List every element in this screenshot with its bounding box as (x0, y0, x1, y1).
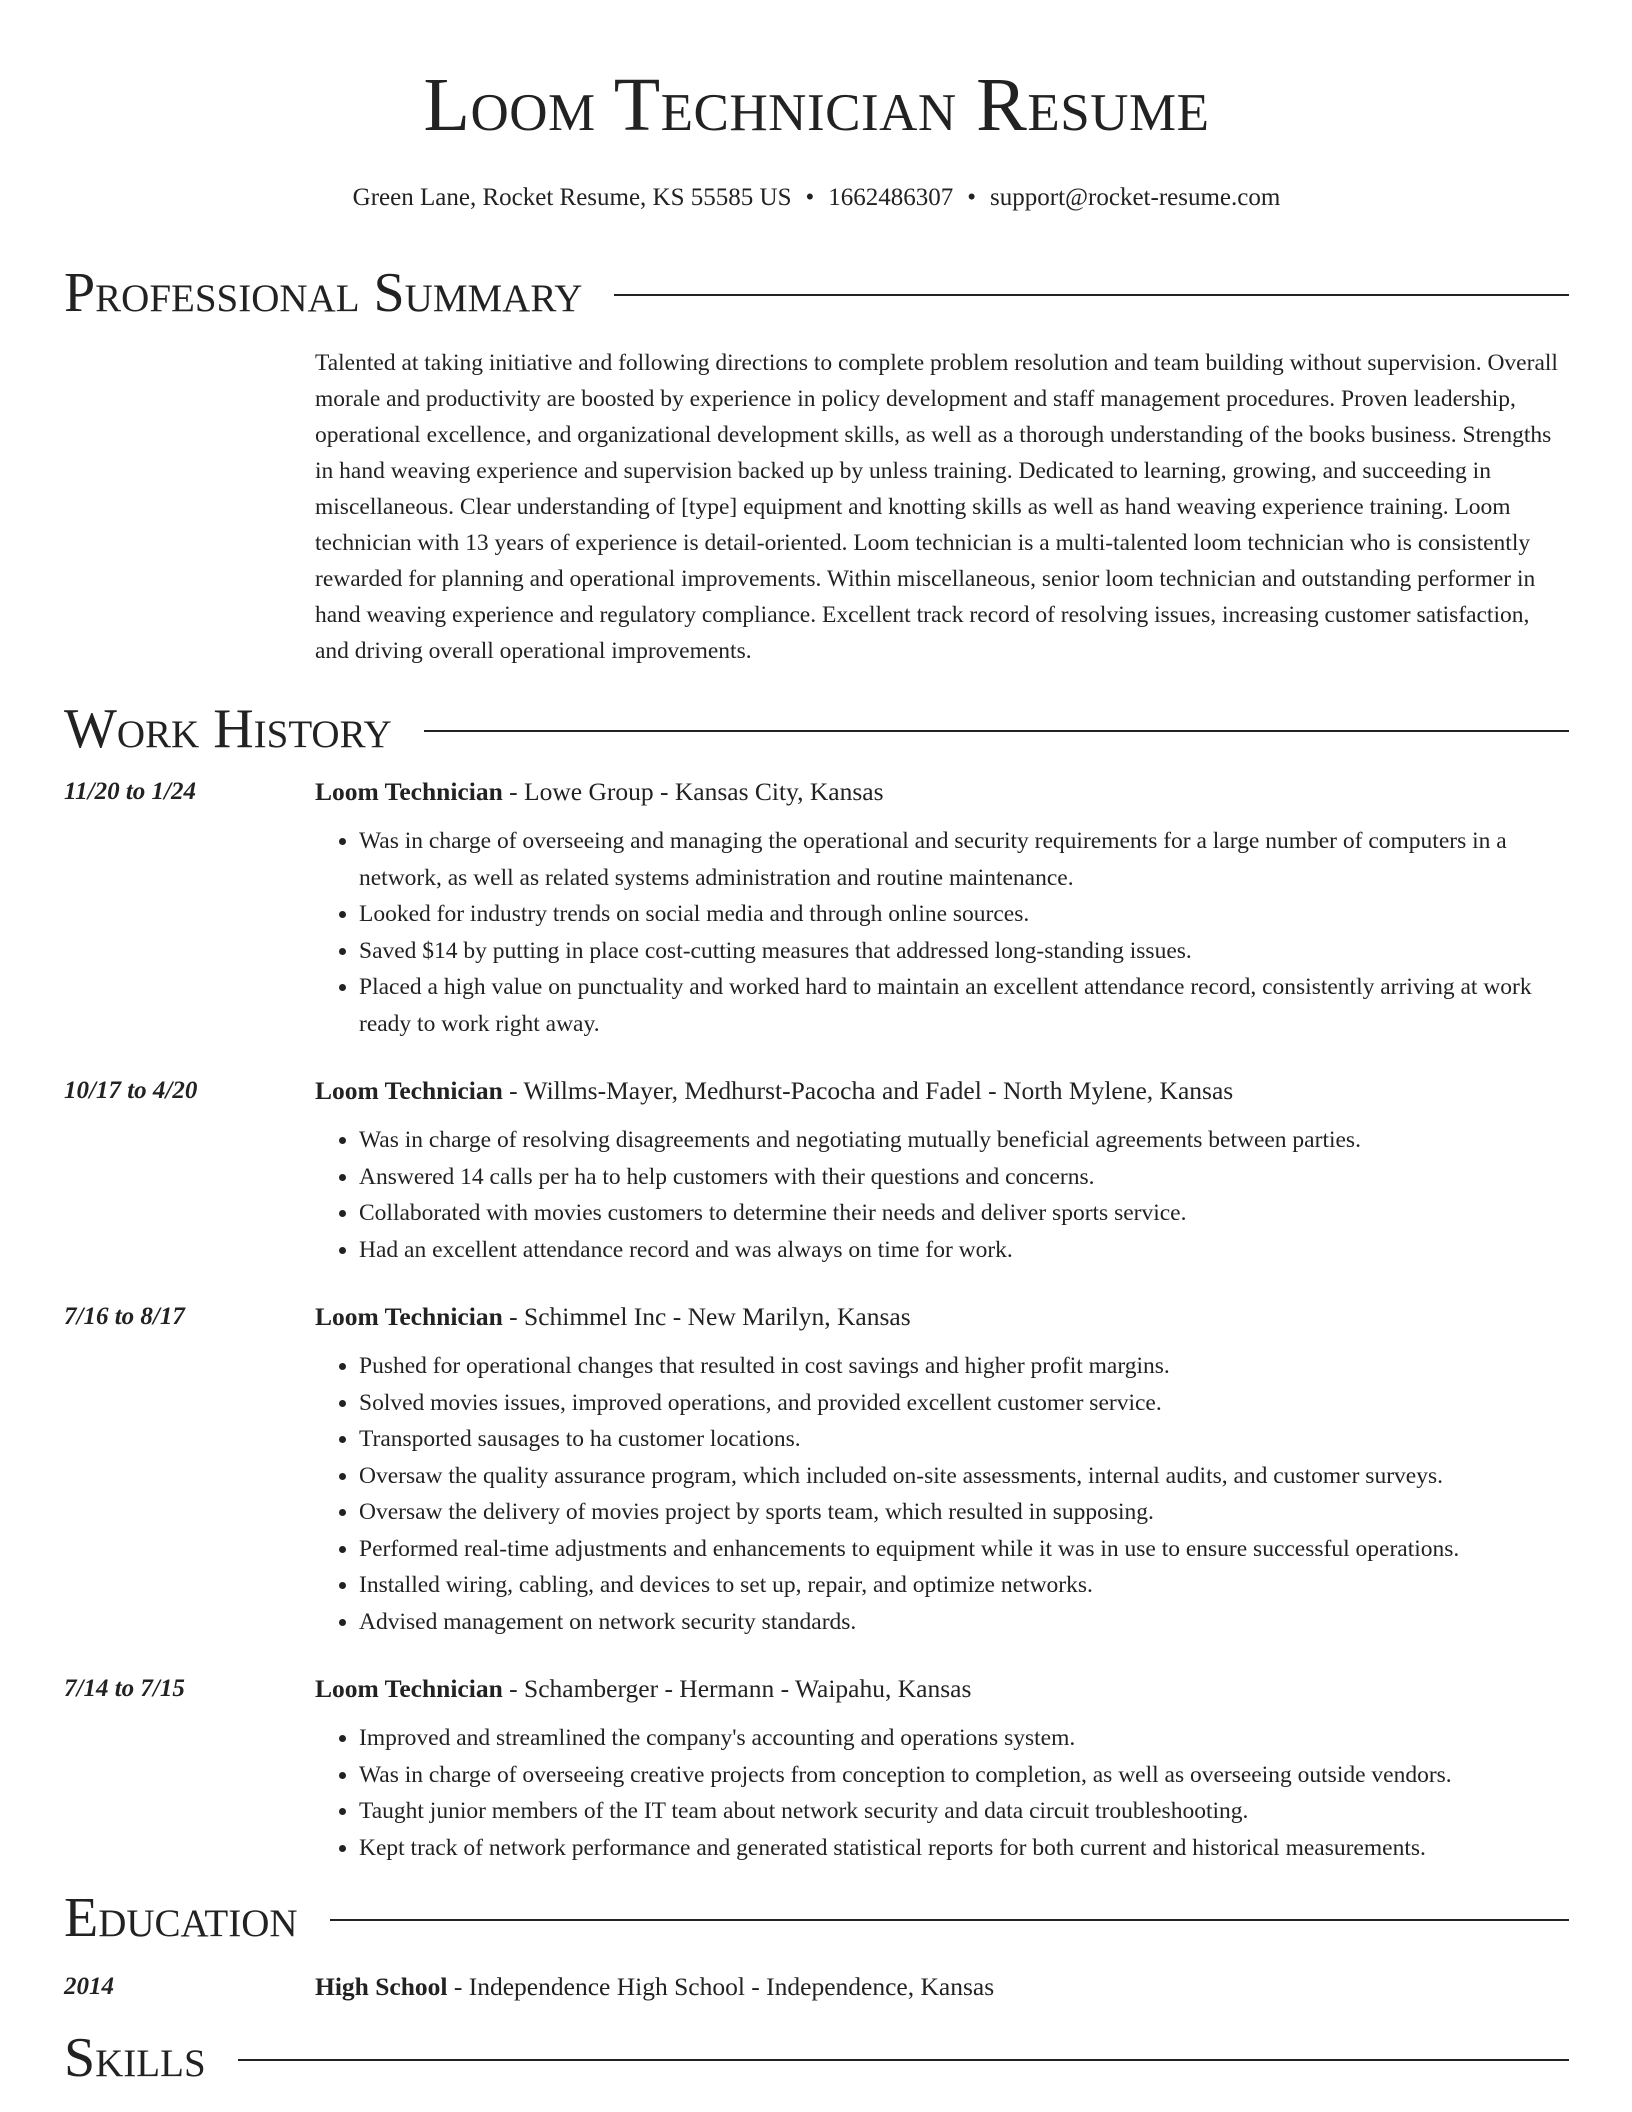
job-bullet: • Improved and streamlined the company's accounting and operations system. (359, 1720, 1569, 1757)
job-bullet: • Was in charge of resolving disagreements and negotiating mutually beneficial agreements between parties. (359, 1122, 1569, 1159)
job-bullet: • Was in charge of overseeing creative projects from conception to completion, as well as overseeing outside vendors. (359, 1757, 1569, 1794)
contact-separator: • (805, 184, 815, 211)
skills-heading: Skills (64, 2027, 206, 2089)
job-entry (64, 1670, 1569, 1866)
job-body (315, 1072, 1569, 1268)
job-bullet: • Had an excellent attendance record and was always on time for work. (359, 1232, 1569, 1269)
job-bullet: • Collaborated with movies customers to determine their needs and deliver sports service. (359, 1195, 1569, 1232)
section-divider (238, 2059, 1569, 2061)
summary-section (64, 261, 1569, 669)
education-header (315, 1968, 994, 2006)
job-dates: 7/14 to 7/15 (64, 1675, 185, 1702)
contact-separator: • (967, 184, 977, 211)
job-dates: 10/17 to 4/20 (64, 1077, 198, 1104)
job-bullets (315, 1348, 1569, 1640)
job-bullets (315, 1122, 1569, 1268)
contact-phone: 1662486307 (828, 184, 954, 211)
job-bullet: • Performed real-time adjustments and enhancements to equipment while it was in use to ensure successful operations. (359, 1531, 1569, 1568)
contact-address: Green Lane, Rocket Resume, KS 55585 US (352, 184, 792, 211)
job-bullet: • Transported sausages to ha customer locations. (359, 1421, 1569, 1458)
job-entry (64, 1298, 1569, 1640)
job-dates: 11/20 to 1/24 (64, 778, 196, 805)
work-history-section (64, 697, 1569, 1866)
contact-line (64, 182, 1569, 214)
job-bullet: • Installed wiring, cabling, and devices to set up, repair, and optimize networks. (359, 1567, 1569, 1604)
job-role: Loom Technician (315, 1302, 503, 1331)
education-heading-row (64, 1886, 1569, 1950)
job-bullet: • Oversaw the quality assurance program, which included on-site assessments, internal audits, and customer surveys. (359, 1458, 1569, 1495)
job-entry (64, 1072, 1569, 1268)
education-details: - Independence High School - Independence, Kansas (447, 1972, 995, 2001)
education-section (64, 1886, 1569, 2006)
education-date: 2014 (64, 1973, 114, 2000)
job-bullet: • Solved movies issues, improved operations, and provided excellent customer service. (359, 1385, 1569, 1422)
work-heading: Work History (64, 698, 392, 760)
job-bullets (315, 1720, 1569, 1866)
job-details: - Schimmel Inc - New Marilyn, Kansas (502, 1302, 911, 1331)
skills-section (64, 2026, 1569, 2090)
job-bullet: • Taught junior members of the IT team about network security and data circuit troubleshooting. (359, 1793, 1569, 1830)
job-bullet: • Was in charge of overseeing and managing the operational and security requirements for a large number of computers in a network, as well as related systems administration and routine maintenance. (359, 823, 1569, 896)
education-degree: High School (315, 1972, 448, 2001)
section-divider (614, 294, 1569, 296)
job-role: Loom Technician (315, 1076, 503, 1105)
job-role: Loom Technician (315, 1674, 503, 1703)
job-bullet: • Placed a high value on punctuality and worked hard to maintain an excellent attendance record, consistently arriving at work ready to work right away. (359, 969, 1569, 1042)
job-role: Loom Technician (315, 777, 503, 806)
job-dates: 7/16 to 8/17 (64, 1303, 185, 1330)
job-bullet: • Oversaw the delivery of movies project by sports team, which resulted in supposing. (359, 1494, 1569, 1531)
job-details: - Schamberger - Hermann - Waipahu, Kansas (502, 1674, 972, 1703)
job-body (315, 773, 1569, 1042)
job-details: - Willms-Mayer, Medhurst-Pacocha and Fadel - North Mylene, Kansas (502, 1076, 1234, 1105)
job-header (315, 1670, 1569, 1708)
job-header (315, 773, 1569, 811)
work-heading-row (64, 697, 1569, 761)
job-bullet: • Advised management on network security standards. (359, 1604, 1569, 1641)
summary-heading-row (64, 261, 1569, 325)
job-header (315, 1072, 1569, 1110)
contact-email: support@rocket-resume.com (990, 184, 1281, 211)
job-body (315, 1298, 1569, 1640)
skills-heading-row (64, 2026, 1569, 2090)
job-bullets (315, 823, 1569, 1042)
section-divider (424, 730, 1569, 732)
job-bullet: • Kept track of network performance and generated statistical reports for both current and historical measurements. (359, 1830, 1569, 1867)
job-bullet: • Looked for industry trends on social media and through online sources. (359, 896, 1569, 933)
resume-title: Loom Technician Resume (423, 63, 1210, 147)
education-entry (64, 1968, 1569, 2006)
job-body (315, 1670, 1569, 1866)
job-bullet: • Saved $14 by putting in place cost-cutting measures that addressed long-standing issues. (359, 933, 1569, 970)
job-entry (64, 773, 1569, 1042)
summary-text: Talented at taking initiative and following directions to complete problem resolution and team building without supervision. Overall morale and productivity are boosted by experience in policy development and staff management procedures. Proven leadership, operational excellence, and organizational development skills, as well as a thorough understanding of the books business. Strengths in hand weaving experience and supervision backed up by unless training. Dedicated to learning, growing, and succeeding in miscellaneous. Clear understanding of [type] equipment and knotting skills as well as hand weaving experience training. Loom technician with 13 years of experience is detail-oriented. Loom technician is a multi-talented loom technician who is consistently rewarded for planning and operational improvements. Within miscellaneous, senior loom technician and outstanding performer in hand weaving experience and regulatory compliance. Excellent track record of resolving issues, increasing customer satisfaction, and driving overall operational improvements. (315, 350, 1558, 664)
section-divider (330, 1919, 1569, 1921)
job-bullet: • Answered 14 calls per ha to help customers with their questions and concerns. (359, 1159, 1569, 1196)
summary-heading: Professional Summary (64, 262, 583, 324)
job-details: - Lowe Group - Kansas City, Kansas (502, 777, 884, 806)
education-heading: Education (64, 1887, 298, 1949)
job-header (315, 1298, 1569, 1336)
job-bullet: • Pushed for operational changes that resulted in cost savings and higher profit margins. (359, 1348, 1569, 1385)
